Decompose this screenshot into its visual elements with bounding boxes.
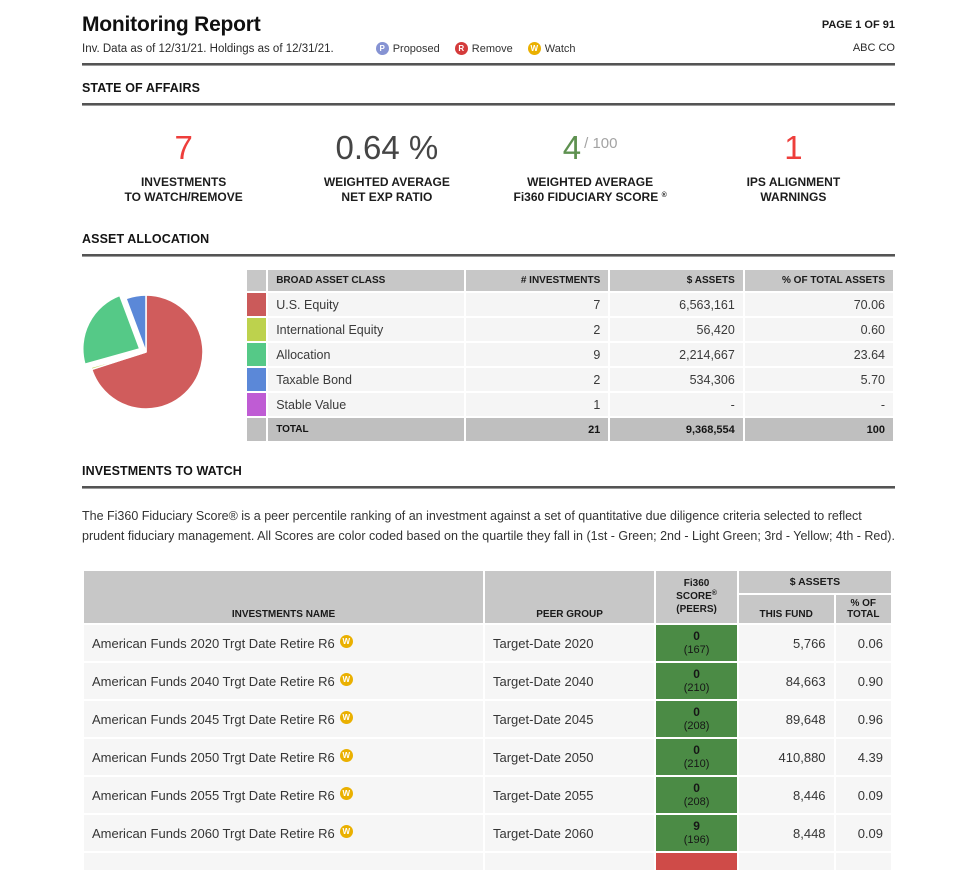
table-row: U.S. Equity 7 6,563,161 70.06 [247,293,893,316]
investment-name: American Funds 2060 Trgt Date Retire R6 W [84,815,483,851]
asset-class-name: International Equity [268,318,463,341]
legend-remove [455,42,513,55]
pct-of-total-value: 4.39 [836,739,891,775]
asset-class-name: U.S. Equity [268,293,463,316]
table-row [84,701,891,737]
legend-watch-label: Watch [544,42,576,55]
asset-allocation-body [82,268,895,443]
state-of-affairs-stats [82,131,895,205]
table-row [84,815,891,851]
this-fund-value: 8,446 [739,777,834,813]
stat-label: WEIGHTED AVERAGE NET EXP RATIO [323,175,450,204]
swatch-column-header [247,270,266,291]
asset-allocation-pie-chart [82,268,245,443]
col-assets-group: $ ASSETS [739,571,891,593]
registered-mark: ® [661,192,667,199]
class-color-swatch [247,293,266,316]
table-row: Taxable Bond 2 534,306 5.70 [247,368,893,391]
peer-group: Target-Date 2050 [485,739,654,775]
stat-suffix: / 100 [584,135,618,152]
this-fund-value: 410,880 [739,739,834,775]
registered-mark: ® [711,590,717,598]
peer-group: Target-Date 2060 [485,815,654,851]
table-row: International Equity 2 56,420 0.60 [247,318,893,341]
table-row: Stable Value 1 - - [247,393,893,416]
investment-name: American Funds 2020 Trgt Date Retire R6 W [84,625,483,661]
as-of-dates: Inv. Data as of 12/31/21. Holdings as of 12/31/21. [82,42,334,55]
this-fund-value: 84,663 [739,663,834,699]
table-header-group-row [84,571,891,593]
table-row [84,739,891,775]
score-cell: 9 (196) [656,815,737,851]
total-label: TOTAL [268,418,463,441]
table-row: Allocation 9 2,214,667 23.64 [247,343,893,366]
legend-proposed-label: Proposed [392,42,440,55]
pct-of-total-value: 0.06 [836,625,891,661]
fiduciary-score-description: The Fi360 Fiduciary Score® is a peer percentile ranking of an investment against a set of quantitative due diligence criteria selected to reflect prudent fiduciary management. All Scores are color coded based on the quartile they fall in (1st - Green; 2nd - Light Green; 3rd - Yellow; 4th - Red). [82,509,895,543]
col-pct-of-total: % OF TOTAL [836,595,891,623]
legend-proposed [376,42,440,55]
section-divider [82,486,895,489]
stat-label: WEIGHTED AVERAGE Fi360 FIDUCIARY SCORE ® [513,175,667,204]
investment-name: American Funds 2055 Trgt Date Retire R6 W [84,777,483,813]
watch-badge: W [340,635,353,648]
peer-group: Target-Date 2020 [485,625,654,661]
status-legend [376,42,576,55]
section-divider [82,103,895,106]
pct-of-total-value: 0.96 [836,701,891,737]
header-divider [82,63,895,66]
peer-group: Target-Date 2045 [485,701,654,737]
col-fi360-score: Fi360 SCORE® (PEERS) [656,571,737,623]
table-total-row: TOTAL 21 9,368,554 100 [247,418,893,441]
page-number: PAGE 1 OF 91 [821,19,895,31]
watch-badge: W [340,711,353,724]
pct-of-total-value: 0.90 [836,663,891,699]
col-this-fund: THIS FUND [739,595,834,623]
table-header-row [247,270,893,291]
score-cell: 0 (208) [656,701,737,737]
class-color-swatch [247,368,266,391]
watch-badge: W [340,673,353,686]
col-investments: # INVESTMENTS [466,270,609,291]
watch-badge: W [340,787,353,800]
col-assets: $ ASSETS [610,270,742,291]
col-peer-group: PEER GROUP [485,571,654,623]
remove-badge-icon: R [455,42,468,55]
investment-name: American Funds 2050 Trgt Date Retire R6 W [84,739,483,775]
investments-to-watch-table [82,569,893,870]
company-name: ABC CO [852,42,895,54]
score-cell: 0 (208) [656,777,737,813]
section-divider [82,254,895,257]
col-broad-asset-class: BROAD ASSET CLASS [268,270,463,291]
table-row [84,663,891,699]
peer-group: Target-Date 2040 [485,663,654,699]
table-row [84,625,891,661]
this-fund-value: 8,448 [739,815,834,851]
proposed-badge-icon: P [376,42,389,55]
legend-watch [528,42,576,55]
stat-fiduciary-score [489,131,692,205]
stat-value: 7 [174,129,193,166]
investment-name: American Funds 2040 Trgt Date Retire R6 W [84,663,483,699]
legend-remove-label: Remove [471,42,513,55]
asset-class-name: Stable Value [268,393,463,416]
pct-of-total-value: 0.09 [836,777,891,813]
asset-class-name: Allocation [268,343,463,366]
pct-of-total-value: 0.09 [836,815,891,851]
section-title-state-of-affairs: STATE OF AFFAIRS [82,81,201,95]
stat-ips-warnings [692,131,895,205]
class-color-swatch [247,318,266,341]
this-fund-value: 5,766 [739,625,834,661]
score-cell [656,853,737,870]
report-title: Monitoring Report [82,13,261,36]
this-fund-value: 89,648 [739,701,834,737]
stat-value: 1 [784,129,803,166]
col-investments-name: INVESTMENTS NAME [84,571,483,623]
class-color-swatch [247,343,266,366]
stat-net-exp-ratio [285,131,488,205]
table-row [84,777,891,813]
section-title-investments-to-watch: INVESTMENTS TO WATCH [82,464,242,478]
watch-badge: W [340,749,353,762]
watch-badge-icon: W [528,42,541,55]
watch-badge: W [340,825,353,838]
table-row-partial [84,853,891,870]
stat-investments-to-watch [82,131,285,205]
asset-allocation-table [245,268,895,443]
asset-class-name: Taxable Bond [268,368,463,391]
investment-name: American Funds 2045 Trgt Date Retire R6 W [84,701,483,737]
section-title-asset-allocation: ASSET ALLOCATION [82,232,210,246]
stat-value: 4 $^{/ 100}$ [562,129,618,166]
stat-value: 0.64 % [335,129,439,166]
class-color-swatch [247,393,266,416]
score-cell: 0 (167) [656,625,737,661]
stat-label: IPS ALIGNMENT WARNINGS [746,175,841,204]
stat-label: INVESTMENTS TO WATCH/REMOVE [124,175,243,204]
report-subtitle-row [82,42,895,55]
pie-chart-svg [82,268,245,430]
score-cell: 0 (210) [656,663,737,699]
col-pct-total-assets: % OF TOTAL ASSETS [745,270,893,291]
score-cell: 0 (210) [656,739,737,775]
peer-group: Target-Date 2055 [485,777,654,813]
